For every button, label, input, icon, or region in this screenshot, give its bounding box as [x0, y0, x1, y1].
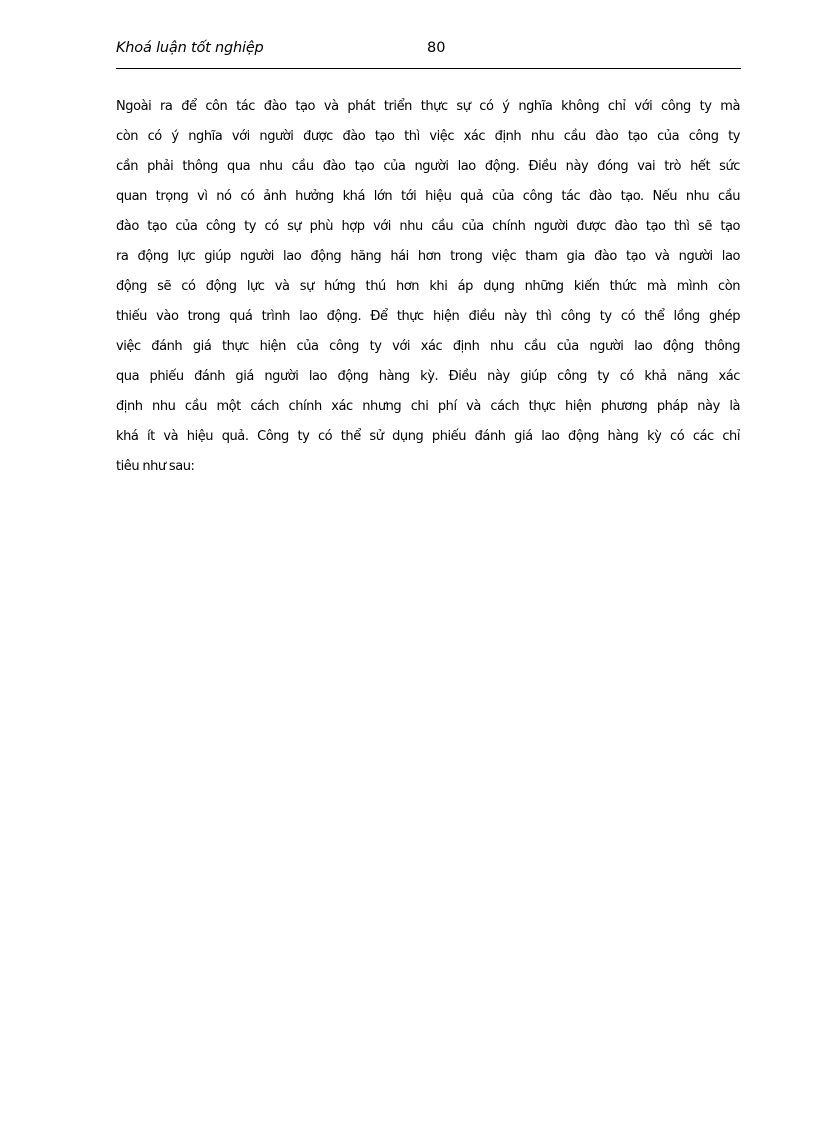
- paragraph-line: thiếu vào trong quá trình lao động. Để thực hiện điều này thì công ty có thể lồng ghép: [116, 309, 740, 324]
- paragraph-line: còn có ý nghĩa với người được đào tạo thì việc xác định nhu cầu đào tạo của công ty: [116, 129, 740, 144]
- paragraph-line: đào tạo của công ty có sự phù hợp với nhu cầu của chính người được đào tạo thì sẽ tạo: [116, 219, 740, 234]
- paragraph-line: quan trọng vì nó có ảnh hưởng khá lớn tới hiệu quả của công tác đào tạo. Nếu nhu cầu: [116, 189, 740, 204]
- paragraph-line: tiêu như sau:: [116, 459, 195, 474]
- paragraph-line: ra động lực giúp người lao động hăng hái hơn trong việc tham gia đào tạo và người lao: [116, 249, 740, 264]
- body-paragraph: [116, 92, 740, 482]
- paragraph-line: động sẽ có động lực và sự hứng thú hơn khi áp dụng những kiến thức mà mình còn: [116, 279, 740, 294]
- paragraph-line: định nhu cầu một cách chính xác nhưng chi phí và cách thực hiện phương pháp này là: [116, 399, 740, 414]
- paragraph-line: Ngoài ra để côn tác đào tạo và phát triển thực sự có ý nghĩa không chỉ với công ty mà: [116, 99, 740, 114]
- header-divider: [116, 68, 741, 69]
- paragraph-line: cần phải thông qua nhu cầu đào tạo của người lao động. Điều này đóng vai trò hết sức: [116, 159, 740, 174]
- header-title: Khoá luận tốt nghiệp: [116, 40, 264, 56]
- page-number: 80: [427, 40, 446, 56]
- paragraph-line: khá ít và hiệu quả. Công ty có thể sử dụng phiếu đánh giá lao động hàng kỳ có các chỉ: [116, 429, 740, 444]
- paragraph-line: việc đánh giá thực hiện của công ty với xác định nhu cầu của người lao động thông: [116, 339, 740, 354]
- paragraph-line: qua phiếu đánh giá người lao động hàng kỳ. Điều này giúp công ty có khả năng xác: [116, 369, 740, 384]
- page-header: [116, 36, 740, 66]
